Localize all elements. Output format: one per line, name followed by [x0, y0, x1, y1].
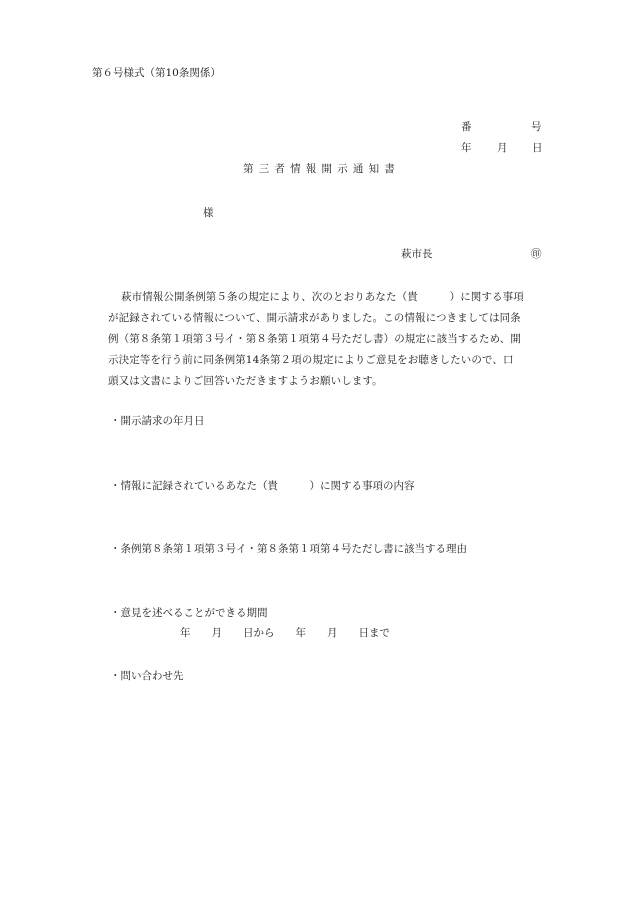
opinion-period-range: 年 月 日から 年 月 日まで: [180, 627, 390, 639]
body-line: 例（第８条第１項第３号イ・第８条第１項第４号ただし書）の規定に該当するため、開: [108, 333, 521, 345]
body-line: 頭又は文書によりご回答いただきますようお願いします。: [108, 375, 383, 387]
item-recorded-content: ・情報に記録されているあなた（貴 ）に関する事項の内容: [110, 480, 415, 492]
date-day-label: 日: [532, 142, 543, 154]
item-opinion-period: ・意見を述べることができる期間: [110, 607, 268, 619]
form-label: 第６号様式（第10条関係）: [92, 67, 221, 79]
body-line: が記録されている情報について、開示請求がありました。この情報につきましては同条: [108, 312, 521, 324]
recipient-honorific: 様: [203, 207, 214, 219]
body-line: 萩市情報公開条例第５条の規定により、次のとおりあなた（貴 ）に関する事項: [121, 291, 524, 303]
sender-name: 萩市長: [401, 248, 433, 260]
body-paragraph: [108, 287, 544, 392]
item-request-date: ・開示請求の年月日: [110, 415, 205, 427]
date-month-label: 月: [497, 142, 508, 154]
seal-mark: ㊞: [531, 248, 542, 260]
item-contact: ・問い合わせ先: [110, 670, 184, 682]
body-line: 示決定等を行う前に同条例第14条第２項の規定によりご意見をお聴きしたいので、口: [108, 354, 514, 366]
reference-number-suffix: 号: [531, 121, 542, 133]
reference-number-label: 番: [461, 121, 472, 133]
item-reason: ・条例第８条第１項第３号イ・第８条第１項第４号ただし書に該当する理由: [110, 543, 467, 555]
document-title: 第三者情報開示通知書: [243, 163, 400, 175]
date-year-label: 年: [461, 142, 472, 154]
